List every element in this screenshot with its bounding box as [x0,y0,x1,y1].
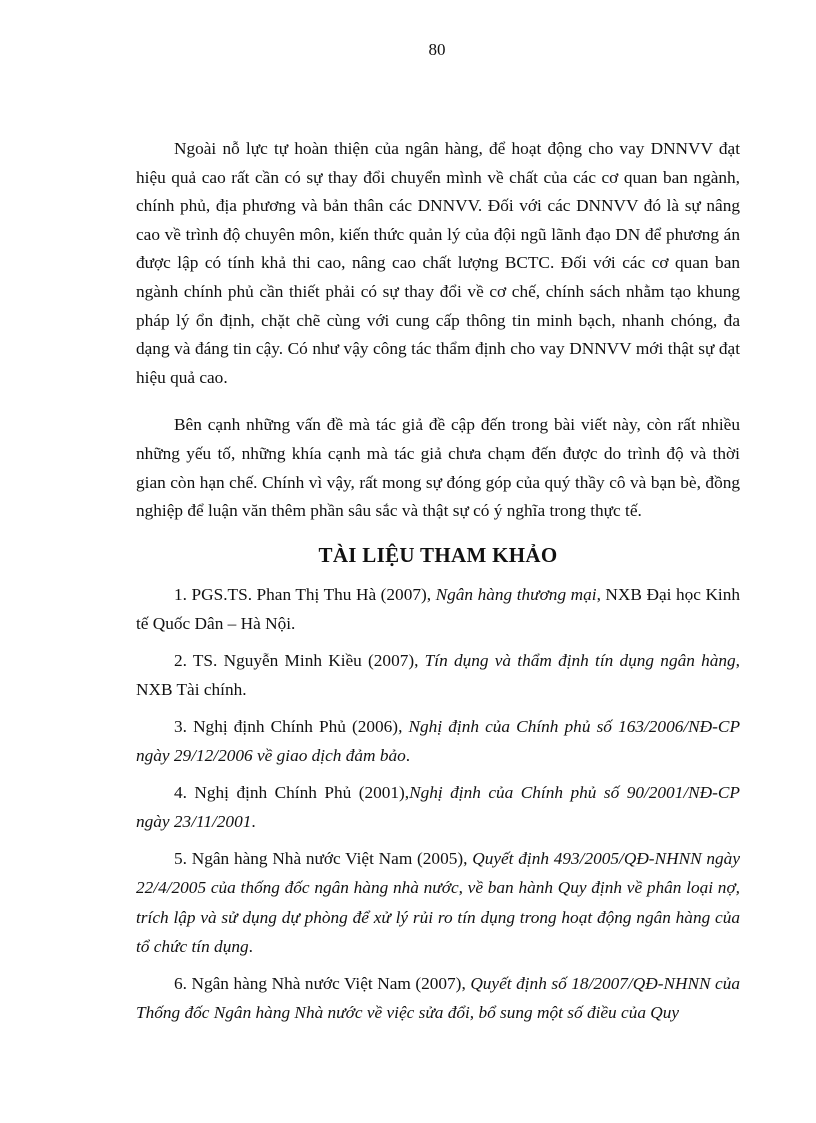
reference-lead: 2. TS. Nguyễn Minh Kiều (2007), [174,650,425,670]
document-body [136,135,740,1028]
reference-item [136,646,740,705]
reference-tail: . [248,937,253,957]
reference-item [136,712,740,771]
reference-title: Quyết định 493/2005/QĐ-NHNN ngày 22/4/2005 của thống đốc ngân hàng nhà nước, về ban hành Quy định về phân loại nợ, trích lập và sử dụng dự phòng để xử lý rủi ro tín dụng trong hoạt động ngân hàng của tổ chức tín dụng [136,848,740,957]
references-heading: TÀI LIỆU THAM KHẢO [318,542,558,567]
reference-tail: , NXB Đại học Kinh tế Quốc Dân – Hà Nội. [136,584,741,634]
reference-lead: 5. Ngân hàng Nhà nước Việt Nam (2005), [174,848,473,868]
paragraph-acknowledgement: Bên cạnh những vấn đề mà tác giả đề cập đến trong bài viết này, còn rất nhiều những yếu tố, những khía cạnh mà tác giả chưa chạm đến được do trình độ và thời gian còn hạn chế. Chính vì vậy, rất mong sự đóng góp của quý thầy cô và bạn bè, đồng nghiệp để luận văn thêm phần sâu sắc và thật sự có ý nghĩa trong thực tế. [136,415,740,521]
page-number: 80 [428,40,446,59]
reference-item [136,844,740,962]
reference-title: Tín dụng và thẩm định tín dụng ngân hàng [424,650,736,670]
reference-tail: , NXB Tài chính. [136,650,740,700]
reference-title: Ngân hàng thương mại [435,584,597,604]
paragraph-conclusion: Ngoài nỗ lực tự hoàn thiện của ngân hàng, để hoạt động cho vay DNNVV đạt hiệu quả cao rất cần có sự thay đổi chuyển mình về chất của các cơ quan ban ngành, chính phủ, địa phương và bản thân các DNNVV. Đối với các DNNVV đó là sự nâng cao về trình độ chuyên môn, kiến thức quản lý của đội ngũ lãnh đạo DN để phương án được lập có tính khả thi cao, nâng cao chất lượng BCTC. Đối với các cơ quan ban ngành chính phủ cần thiết phải có sự thay đổi về cơ chế, chính sách nhằm tạo khung pháp lý ổn định, chặt chẽ cùng với cung cấp thông tin minh bạch, nhanh chóng, đa dạng và đáng tin cậy. Có như vậy công tác thẩm định cho vay DNNVV mới thật sự đạt hiệu quả cao. [136,139,740,387]
reference-title: Nghị định của Chính phủ số 90/2001/NĐ-CP ngày 23/11/2001 [136,782,740,832]
reference-lead: 4. Nghị định Chính Phủ (2001), [174,782,410,802]
reference-title: , Nghị định của Chính phủ số 163/2006/NĐ-CP ngày 29/12/2006 về giao dịch đảm bảo [136,716,740,766]
reference-item [136,969,740,1028]
reference-tail: . [251,812,256,832]
reference-lead: 6. Ngân hàng Nhà nước Việt Nam (2007), [174,973,471,993]
reference-title: Quyết định số 18/2007/QĐ-NHNN của Thống đốc Ngân hàng Nhà nước về việc sửa đổi, bổ sung một số điều của Quy [136,973,740,1023]
reference-tail: . [405,746,411,766]
reference-lead: 1. PGS.TS. Phan Thị Thu Hà (2007), [174,584,436,604]
reference-lead: 3. Nghị định Chính Phủ (2006) [174,716,399,736]
reference-item [136,778,740,837]
reference-item [136,580,740,639]
